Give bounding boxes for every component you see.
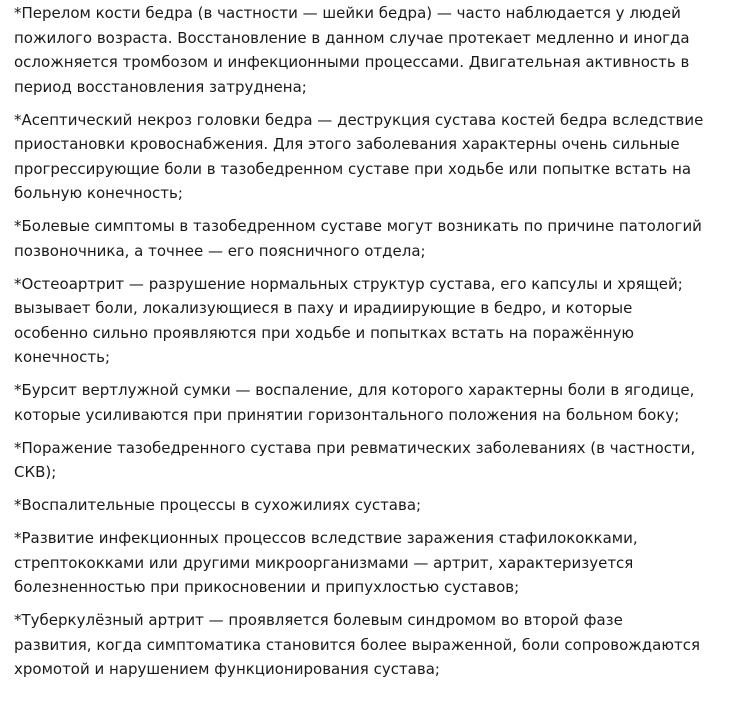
paragraph-bursitis [14,378,740,427]
text-line: конечность; [14,348,110,366]
text-line: *Асептический некроз головки бедра — деструкция сустава костей бедра вследствие [14,110,704,129]
paragraph-tendon-inflammation [14,493,740,518]
paragraph-spine-pathology [14,214,740,263]
text-line: *Воспалительные процессы в сухожилиях сустава; [14,496,422,514]
text-line: *Туберкулёзный артрит — проявляется болевым синдромом во второй фазе [14,611,623,629]
text-line: хромотой и нарушением функционирования сустава; [14,660,440,678]
paragraph-infectious-arthritis [14,526,740,600]
text-line: стрептококками или другими микроорганизмами — артрит, характеризуется [14,553,634,572]
text-line: *Остеоартрит — разрушение нормальных структур сустава, его капсулы и хрящей; [14,274,683,293]
text-line: осложняется тромбозом и инфекционными процессами. Двигательная активность в [14,53,690,71]
text-line: прогрессирующие боли в тазобедренном суставе при ходьбе или попытке встать на [14,159,692,178]
text-line: болезненностью при прикосновении и припухлостью суставов; [14,578,520,596]
text-line: которые усиливаются при принятии горизонтального положения на больном боку; [14,405,680,424]
text-line: *Болевые симптомы в тазобедренном суставе могут возникать по причине патологий [14,217,702,235]
paragraph-rheumatic [14,436,740,485]
text-line: пожилого возраста. Восстановление в данном случае протекает медленно и иногда [14,28,690,47]
text-line: позвоночника, а точнее — его поясничного отдела; [14,241,426,260]
text-line: развития, когда симптоматика становится более выраженной, боли сопровождаются [14,635,700,654]
text-line: *Развитие инфекционных процессов вследствие заражения стафилококками, [14,529,638,547]
text-line: *Перелом кости бедра (в частности — шейки бедра) — часто наблюдается у людей [14,4,681,22]
text-line: приостановки кровоснабжения. Для этого заболевания характерны очень сильные [14,135,680,153]
paragraph-aseptic-necrosis [14,108,740,206]
paragraph-osteoarthritis [14,272,740,370]
text-line: СКВ); [14,463,57,481]
text-line: период восстановления затруднена; [14,77,307,96]
text-line: больную конечность; [14,184,183,202]
text-line: *Бурсит вертлужной сумки — воспаление, для которого характерны боли в ягодице, [14,381,695,399]
paragraph-hip-fracture [14,1,740,99]
text-line: *Поражение тазобедренного сустава при ревматических заболеваниях (в частности, [14,438,696,457]
text-line: особенно сильно проявляются при ходьбе и попытках встать на поражённую [14,323,635,342]
text-line: вызывает боли, локализующиеся в паху и ирадиирующие в бедро, и которые [14,299,633,317]
paragraph-tuberculous-arthritis [14,608,740,682]
